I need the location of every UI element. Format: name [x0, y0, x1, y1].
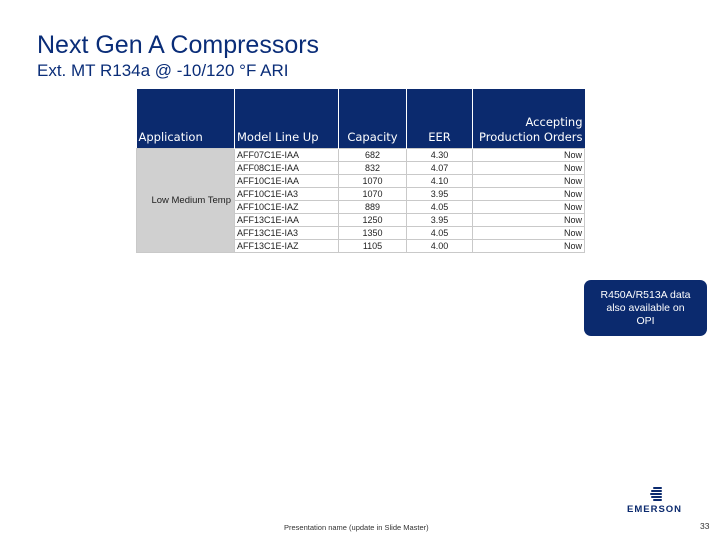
capacity-cell: 1250: [339, 214, 407, 227]
header-accepting-line1: Accepting: [525, 115, 583, 130]
accepting-cell: Now: [473, 227, 585, 240]
capacity-cell: 889: [339, 201, 407, 214]
header-accepting: [473, 89, 585, 149]
header-model: Model Line Up: [235, 89, 339, 149]
eer-cell: 4.10: [407, 175, 473, 188]
accepting-cell: Now: [473, 201, 585, 214]
slide-subtitle: Ext. MT R134a @ -10/120 °F ARI: [37, 61, 289, 80]
application-cell: Low Medium Temp: [137, 149, 235, 253]
capacity-cell: 832: [339, 162, 407, 175]
accepting-cell: Now: [473, 175, 585, 188]
table-row: [137, 149, 585, 162]
model-cell: AFF13C1E-IA3: [235, 227, 339, 240]
emerson-logo-text: EMERSON: [627, 504, 683, 515]
eer-cell: 3.95: [407, 214, 473, 227]
capacity-cell: 1070: [339, 188, 407, 201]
accepting-cell: Now: [473, 240, 585, 253]
page-number: 33: [700, 521, 710, 531]
capacity-cell: 1105: [339, 240, 407, 253]
eer-cell: 4.05: [407, 201, 473, 214]
refrigerant-callout: [584, 280, 707, 336]
eer-cell: 4.05: [407, 227, 473, 240]
header-application: Application: [137, 89, 235, 149]
capacity-cell: 682: [339, 149, 407, 162]
header-accepting-line2: Production Orders: [478, 130, 583, 145]
table-body: [137, 149, 585, 253]
header-eer: EER: [407, 89, 473, 149]
eer-cell: 3.95: [407, 188, 473, 201]
capacity-cell: 1070: [339, 175, 407, 188]
callout-text: R450A/R513A data also available on OPI: [600, 288, 691, 327]
compressor-table: [136, 89, 585, 253]
eer-cell: 4.30: [407, 149, 473, 162]
eer-cell: 4.07: [407, 162, 473, 175]
model-cell: AFF13C1E-IAZ: [235, 240, 339, 253]
capacity-cell: 1350: [339, 227, 407, 240]
model-cell: AFF10C1E-IA3: [235, 188, 339, 201]
accepting-cell: Now: [473, 214, 585, 227]
accepting-cell: Now: [473, 162, 585, 175]
accepting-cell: Now: [473, 188, 585, 201]
model-cell: AFF13C1E-IAA: [235, 214, 339, 227]
table-header-row: [137, 89, 585, 149]
model-cell: AFF08C1E-IAA: [235, 162, 339, 175]
header-capacity: Capacity: [339, 89, 407, 149]
model-cell: AFF10C1E-IAZ: [235, 201, 339, 214]
model-cell: AFF07C1E-IAA: [235, 149, 339, 162]
slide-title: Next Gen A Compressors: [37, 31, 320, 59]
model-cell: AFF10C1E-IAA: [235, 175, 339, 188]
accepting-cell: Now: [473, 149, 585, 162]
eer-cell: 4.00: [407, 240, 473, 253]
presentation-name-footer: Presentation name (update in Slide Master): [284, 523, 429, 532]
